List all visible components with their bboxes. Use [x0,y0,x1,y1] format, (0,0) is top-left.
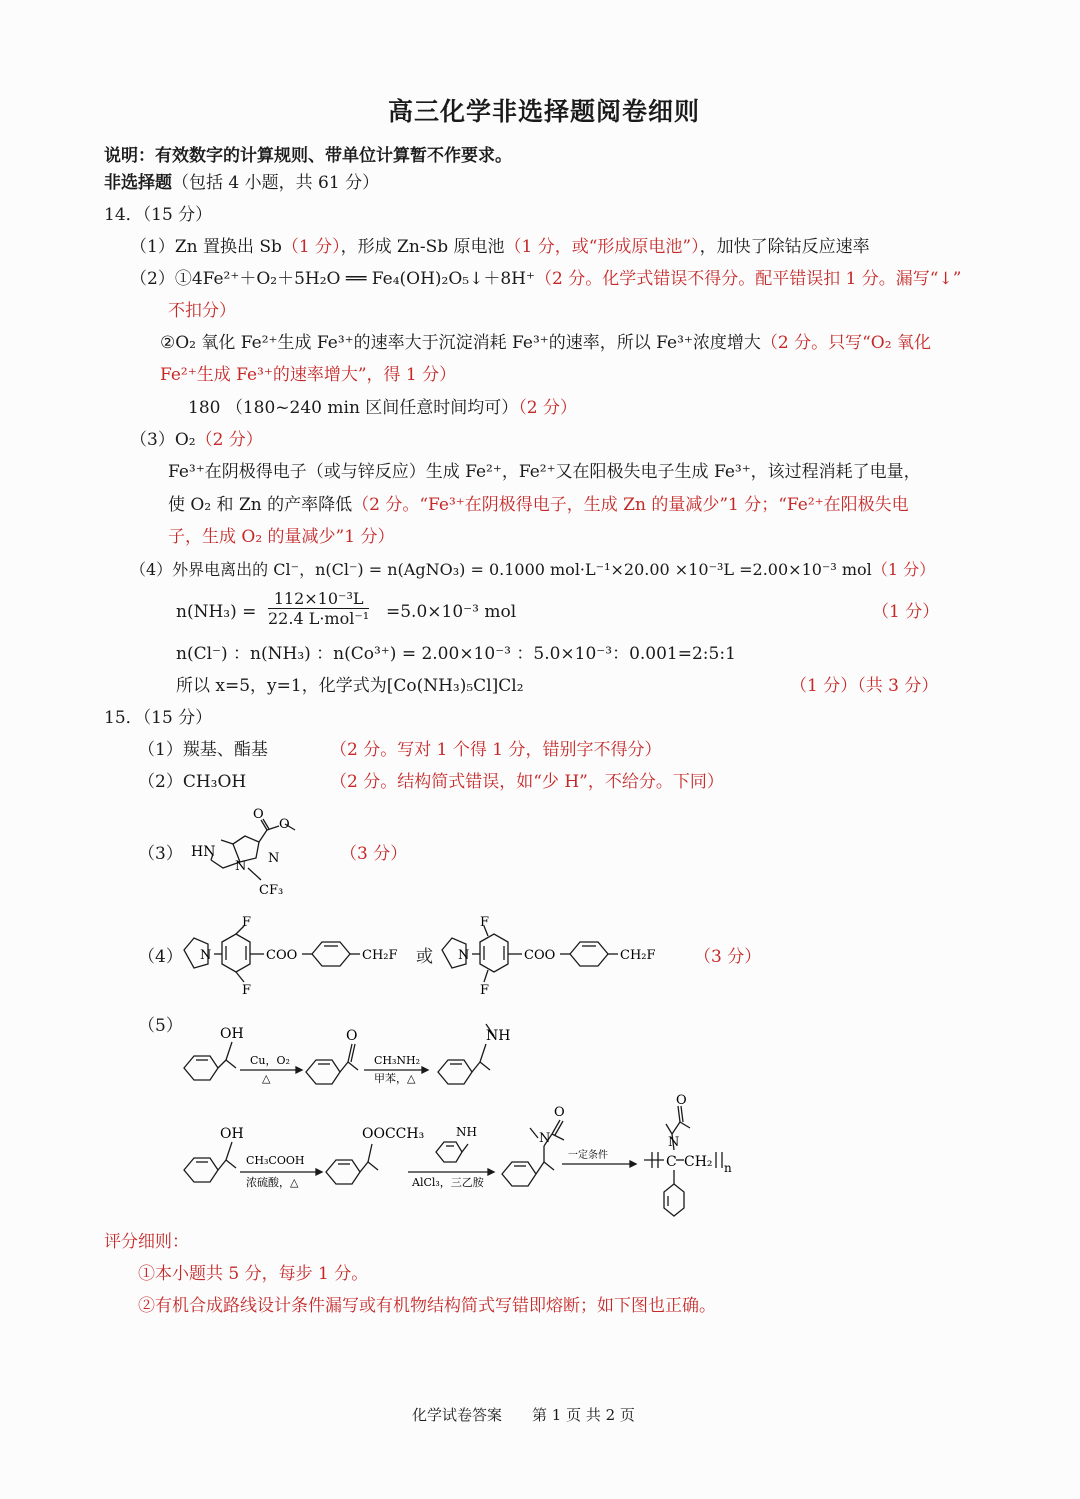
q14-p4-ratio: n(Cl⁻) ：n(NH₃) ：n(Co³⁺) = 2.00×10⁻³ ：5.0×10⁻³：0.001=2:5:1 [176,644,736,664]
r1-oh: OH [220,1026,244,1042]
structure-q15-4b [434,912,674,1002]
structure-q15-3 [185,802,315,902]
r2-o2: O [676,1093,687,1108]
section-head: 非选择题 [104,173,172,193]
r1-cond1: Cu，O₂ [250,1054,290,1067]
r2-c: C [666,1154,677,1170]
rubric-item-1: ①本小题共 5 分，每步 1 分。 [138,1264,369,1284]
s4a-coo: COO [266,948,298,963]
s4b-f-bottom: F [480,983,490,998]
s4a-ch2f: CH₂F [362,948,398,963]
rubric-heading: 评分细则： [104,1232,189,1252]
q14-number: 14．（15 分） [104,205,213,225]
page-title: 高三化学非选择题阅卷细则 [388,97,701,126]
q14-p3-explain2 [168,493,909,517]
q14-p1-score-a: （1 分） [281,237,341,257]
q14-p4-nh3-label: n(NH₃) = [176,602,257,622]
q14-p2b-score-cont: Fe²⁺生成 Fe³⁺的速率增大”，得 1 分） [160,365,457,385]
s4b-n: N [458,948,470,963]
q14-part2-explain [160,331,931,355]
synthesis-route-1 [176,1018,536,1098]
q14-p3c-score: （2 分。“Fe³⁺在阴极得电子，生成 Zn 的量减少”1 分；“Fe²⁺在阳极失电 [352,495,909,515]
q14-p2b-score: （2 分。只写“O₂ 氧化 [760,333,931,353]
q14-p4-score: （1 分） [871,560,936,579]
section-detail: （包括 4 小题，共 61 分） [172,173,380,193]
q15-p4-or: 或 [416,947,433,967]
q15-p4-score: （3 分） [694,947,762,967]
s4b-coo: COO [524,948,556,963]
r2-n2: N [668,1135,680,1150]
r2-cond3: 一定条件 [568,1150,608,1161]
q14-p2-score-cont: 不扣分） [168,301,236,321]
s4b-f-top: F [480,915,490,930]
q14-p2c-score: （2 分） [518,398,578,418]
q14-p4-nh3-result: =5.0×10⁻³ mol [386,602,517,622]
r2-cond1: CH₃COOH [246,1154,305,1167]
q14-p1-text-b: ，形成 Zn-Sb 原电池 [340,237,505,257]
q14-p4-score3: （1 分）（共 3 分） [790,676,939,696]
q14-p3-explain: Fe³⁺在阴极得电子（或与锌反应）生成 Fe²⁺，Fe²⁺又在阳极失电子生成 Fe³⁺，该过程消耗了电量， [168,462,921,482]
r2-o1: O [554,1105,565,1120]
q14-p3d-score: 子，生成 O₂ 的量减少”1 分） [168,527,395,547]
q14-part4 [130,558,935,582]
r2-nh: NH [456,1125,477,1139]
q14-p2c-text: 180 （180~240 min 区间任意时间均可） [188,398,519,418]
r2-n-subscript: n [724,1161,732,1175]
r2-ch2: CH₂ [684,1154,713,1170]
r1-nh: NH [486,1028,511,1044]
fraction-denominator: 22.4 L·mol⁻¹ [268,609,370,628]
q14-p3c-text: 使 O₂ 和 Zn 的产率降低 [168,495,353,515]
r2-oocch3: OOCCH₃ [362,1126,425,1142]
q15-part5: （5） [138,1016,183,1036]
synthesis-route-2 [176,1090,756,1220]
q14-p1-score-c: （1 分，或“形成原电池”） [504,237,700,257]
r1-cond2b: 甲苯，△ [374,1072,416,1085]
q14-part2-equation [130,267,961,291]
q14-p4-score2: （1 分） [872,602,940,622]
r2-oh: OH [220,1126,244,1142]
instruction-note: 说明：有效数字的计算规则、带单位计算暂不作要求。 [104,146,512,166]
q14-p2-score: （2 分。化学式错误不得分。配平错误扣 1 分。漏写“↓” [534,269,962,289]
q14-p4-text: （4）外界电离出的 Cl⁻，n(Cl⁻) = n(AgNO₃) = 0.1000 mol·L⁻¹×20.00 ×10⁻³L =2.00×10⁻³ mol [130,560,872,579]
q14-p1-text-d: ，加快了除钴反应速率 [699,237,870,257]
q14-part3 [130,428,263,452]
r2-cond1b: 浓硫酸，△ [246,1176,299,1189]
q15-p2-score: （2 分。结构简式错误，如“少 H”，不给分。下同） [330,772,724,792]
q15-part1: （1）羰基、酯基 [138,740,268,760]
r2-cond2b: AlCl₃，三乙胺 [412,1176,484,1189]
structure-q15-4a [176,912,416,1002]
s3-o2: O [279,817,290,832]
page-footer: 化学试卷答案 第 1 页 共 2 页 [412,1406,635,1424]
s3-cf3: CF₃ [259,883,284,898]
q15-part2: （2）CH₃OH [138,772,247,792]
q14-part2-time [188,396,577,420]
rubric-item-2: ②有机合成路线设计条件漏写或有机物结构简式写错即熔断；如下图也正确。 [138,1296,716,1316]
s4a-n: N [200,948,212,963]
q14-p2b-text: ②O₂ 氧化 Fe²⁺生成 Fe³⁺的速率大于沉淀消耗 Fe³⁺的速率，所以 Fe³⁺浓度增大 [160,333,761,353]
q15-p3-score: （3 分） [340,844,408,864]
r1-cond2: CH₃NH₂ [374,1054,421,1067]
s4b-ch2f: CH₂F [620,948,656,963]
s3-hn: HN [191,844,216,860]
q15-number: 15．（15 分） [104,708,213,728]
section-header [104,171,379,195]
fraction-numerator: 112×10⁻³L [268,589,369,609]
s4a-f-top: F [242,915,252,930]
s3-o: O [253,807,264,822]
r1-cond1b: △ [262,1072,271,1085]
s3-n1: N [235,859,247,874]
q14-p3-score: （2 分） [195,430,263,450]
r2-n1: N [539,1131,551,1146]
s4a-f-bottom: F [242,983,252,998]
q14-p3-text: （3）O₂ [130,430,196,450]
r1-o: O [346,1028,358,1044]
q15-part3: （3） [138,844,183,864]
q14-p1-text: （1）Zn 置换出 Sb [130,237,282,257]
q14-part1 [130,235,870,259]
q14-p2-eq: （2）①4Fe²⁺＋O₂＋5H₂O ══ Fe₄(OH)₂O₅↓＋8H⁺ [130,269,535,289]
q15-part4: （4） [138,947,183,967]
q14-p4-fraction [268,589,369,628]
q15-p1-score: （2 分。写对 1 个得 1 分，错别字不得分） [330,740,662,760]
s3-n2: N [268,851,280,866]
q14-p4-final: 所以 x=5，y=1，化学式为[Co(NH₃)₅Cl]Cl₂ [176,676,524,696]
